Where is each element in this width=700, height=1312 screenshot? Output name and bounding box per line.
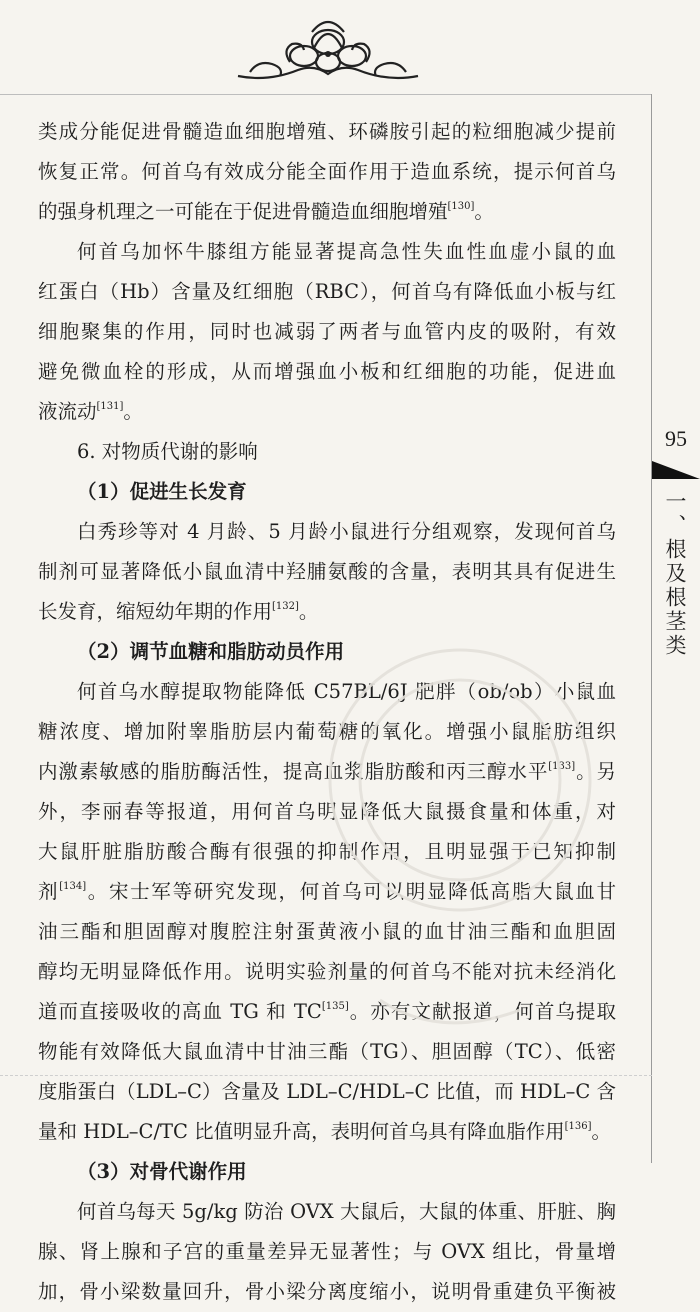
line-text: 白秀珍等对 4 月龄、5 月龄小鼠进行分组观察，发现何首乌 [77,520,616,543]
text-line [38,232,616,272]
line-text: 红蛋白（Hb）含量及红细胞（RBC），何首乌有降低血小板与红 [38,280,616,303]
line-text: 量和 HDL–C/TC 比值明显升高，表明何首乌具有降血脂作用 [38,1120,565,1143]
line-text: 长发育，缩短幼年期的作用 [38,600,273,623]
text-line [38,792,616,832]
decorative-ornament-icon [228,14,428,88]
subsection-heading: （2）调节血糖和脂肪动员作用 [77,640,345,663]
line-text: 加，骨小梁数量回升，骨小梁分离度缩小，说明骨重建负平衡被 [38,1280,616,1303]
line-tail: 。 [123,400,143,423]
line-text: 内激素敏感的脂肪酶活性，提高血浆脂肪酸和丙三醇水平 [38,760,549,783]
text-line [38,1112,616,1152]
line-tail: 。亦有文献报道，何首乌提取 [348,1000,616,1023]
text-line [38,872,616,912]
text-line [38,832,616,872]
header-rule [0,94,652,95]
line-text: 外，李丽春等报道，用何首乌明显降低大鼠摄食量和体重，对 [38,800,616,823]
text-line [38,1232,616,1272]
line-text: 类成分能促进骨髓造血细胞增殖、环磷胺引起的粒细胞减少提前 [38,120,616,143]
text-line [38,192,616,232]
subsection-heading: （1）促进生长发育 [77,480,247,503]
citation-ref: [133] [548,761,576,772]
footer-rule [0,1075,652,1076]
line-text: 腺、肾上腺和子宫的重量差异无显著性；与 OVX 组比，骨量增 [38,1240,616,1263]
text-line [38,752,616,792]
text-line [38,592,616,632]
line-text: 的强身机理之一可能在于促进骨髓造血细胞增殖 [38,200,448,223]
text-line [38,392,616,432]
page-number: 95 [665,426,687,451]
line-text: 物能有效降低大鼠血清中甘油三酯（TG）、胆固醇（TC）、低密 [38,1040,616,1063]
subsection-heading: （3）对骨代谢作用 [77,1160,247,1183]
text-line [38,272,616,312]
citation-ref: [132] [272,601,299,612]
chapter-tab-marker [652,461,700,479]
chapter-label: 一、根及根茎类 [663,490,687,658]
text-line [38,552,616,592]
line-text: 道而直接吸收的高血 TG 和 TC [38,1000,322,1023]
text-line [38,112,616,152]
line-text: 制剂可显著降低小鼠血清中羟脯氨酸的含量，表明其具有促进生 [38,560,616,583]
line-tail: 。宋士军等研究发现，何首乌可以明显降低高脂大鼠血甘 [86,880,616,903]
line-text: 何首乌加怀牛膝组方能显著提高急性失血性血虚小鼠的血 [77,240,616,263]
text-line [38,712,616,752]
citation-ref: [135] [321,1001,349,1012]
line-text: 何首乌水醇提取物能降低 C57BL/6J 肥胖（ob/ob）小鼠血 [77,680,616,703]
text-line [38,992,616,1032]
body-text [38,112,616,1312]
line-text: 液流动 [38,400,97,423]
line-text: 避免微血栓的形成，从而增强血小板和红细胞的功能，促进血 [38,360,616,383]
text-line [38,152,616,192]
text-line [38,312,616,352]
line-text: 油三酯和胆固醇对腹腔注射蛋黄液小鼠的血甘油三酯和血胆固 [38,920,616,943]
citation-ref: [134] [59,881,87,892]
line-text: 糖浓度、增加附睾脂肪层内葡萄糖的氧化。增强小鼠脂肪组织 [38,720,616,743]
text-line [38,912,616,952]
text-line [38,512,616,552]
text-line [38,952,616,992]
text-line [38,672,616,712]
side-margin-line [651,94,652,1163]
line-text: 细胞聚集的作用，同时也减弱了两者与血管内皮的吸附，有效 [38,320,616,343]
text-line [38,1032,616,1072]
text-line [38,352,616,392]
citation-ref: [136] [564,1121,592,1132]
citation-ref: [131] [96,401,124,412]
line-tail: 。另 [575,760,616,783]
text-line [38,1272,616,1312]
line-tail: 。 [474,200,494,223]
line-text: 醇均无明显降低作用。说明实验剂量的何首乌不能对抗未经消化 [38,960,616,983]
line-tail: 。 [591,1120,612,1143]
text-line [38,1072,616,1112]
line-text: 大鼠肝脏脂肪酸合酶有很强的抑制作用，且明显强于已知抑制 [38,840,616,863]
citation-ref: [130] [447,201,475,212]
text-line [38,1192,616,1232]
section-heading: 6. 对物质代谢的影响 [77,440,258,463]
line-text: 度脂蛋白（LDL–C）含量及 LDL–C/HDL–C 比值，而 HDL–C 含 [38,1080,616,1103]
line-text: 何首乌每天 5g/kg 防治 OVX 大鼠后，大鼠的体重、肝脏、胸 [77,1200,616,1223]
line-text: 恢复正常。何首乌有效成分能全面作用于造血系统，提示何首乌 [38,160,616,183]
line-text: 剂 [38,880,60,903]
line-tail: 。 [298,600,319,623]
